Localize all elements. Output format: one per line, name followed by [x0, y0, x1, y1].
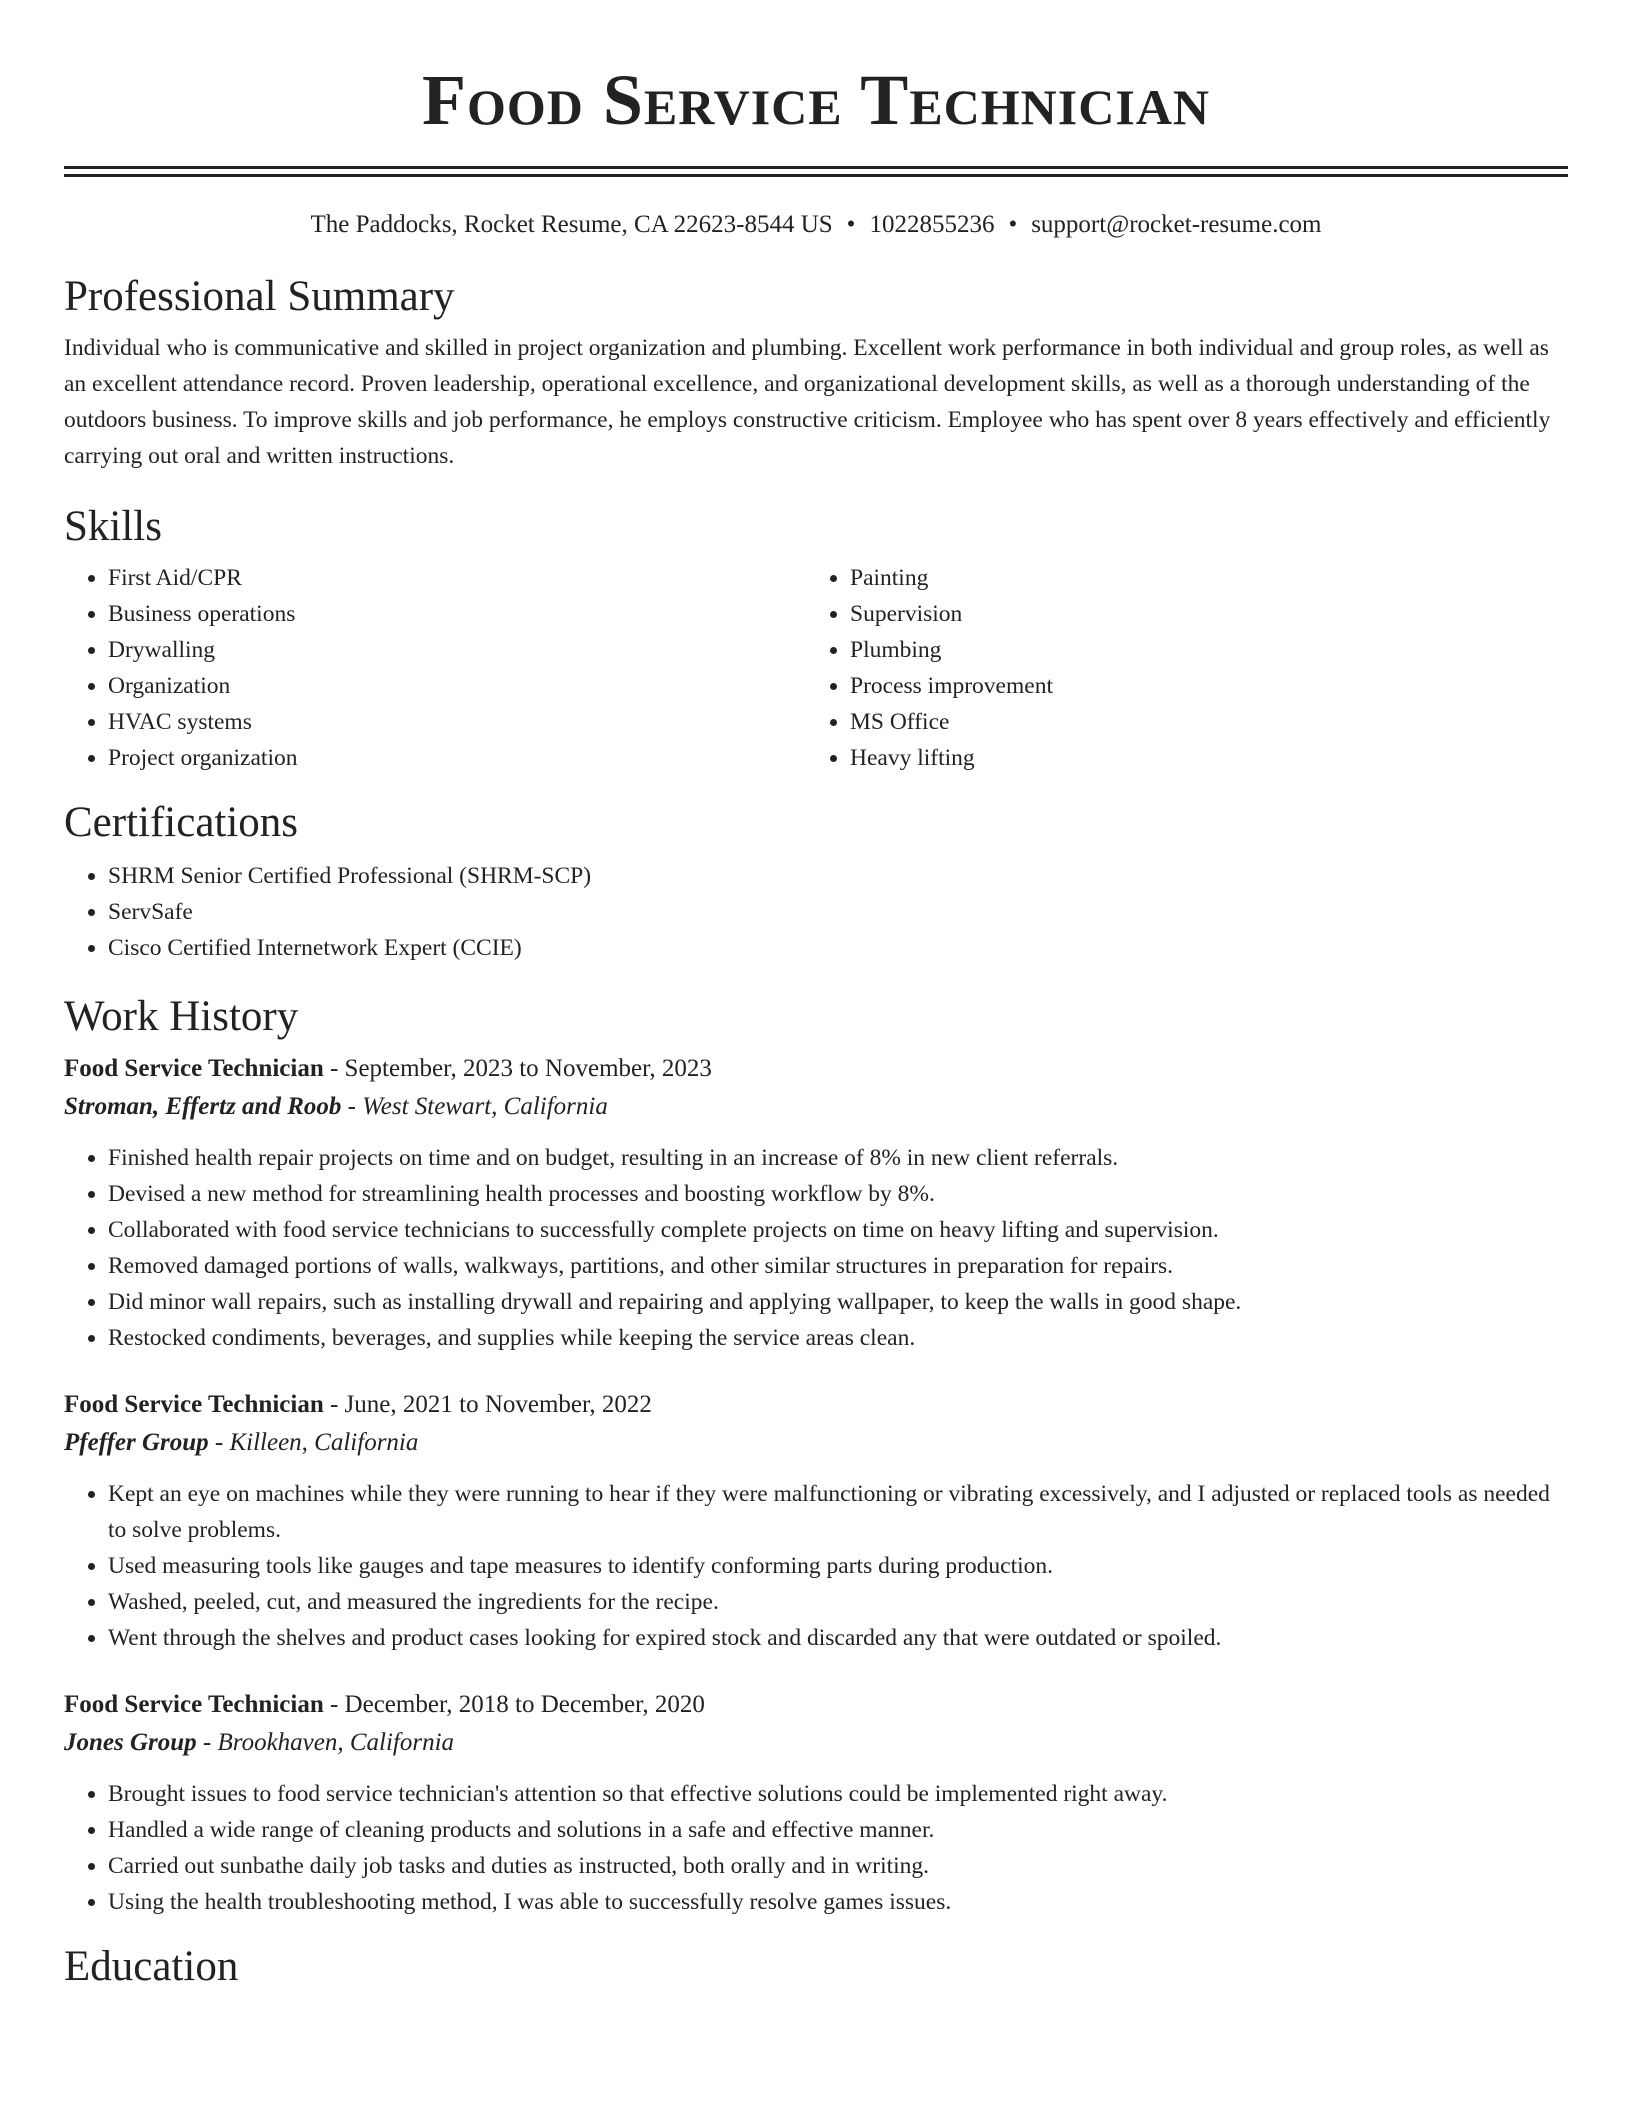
skill-item: • First Aid/CPR: [108, 560, 806, 596]
job-dates: - September, 2023 to November, 2023: [323, 1055, 712, 1082]
education-heading: Education: [64, 1943, 239, 1990]
job-title-line: [64, 1050, 1568, 1088]
work-history-heading: Work History: [64, 993, 299, 1040]
skill-item: • Process improvement: [850, 668, 1548, 704]
skill-item: • Supervision: [850, 596, 1548, 632]
job-bullet: • Using the health troubleshooting method, I was able to successfully resolve games issues.: [108, 1884, 1568, 1920]
skills-column-left: [64, 560, 806, 776]
title-double-rule: [64, 166, 1568, 177]
job-bullets: [64, 1140, 1568, 1356]
job-location: - Killeen, California: [208, 1429, 419, 1456]
job-dates: - December, 2018 to December, 2020: [323, 1691, 705, 1718]
job-company-line: [64, 1724, 1568, 1762]
job-bullet: • Carried out sunbathe daily job tasks and duties as instructed, both orally and in writing.: [108, 1848, 1568, 1884]
job-title: Food Service Technician: [64, 1691, 324, 1718]
skill-item: • Painting: [850, 560, 1548, 596]
job-bullet: • Handled a wide range of cleaning products and solutions in a safe and effective manner.: [108, 1812, 1568, 1848]
skills-heading: Skills: [64, 503, 162, 550]
certifications-list: [64, 858, 1568, 966]
job-entry: [64, 1386, 1568, 1656]
skill-item: • Drywalling: [108, 632, 806, 668]
skills-grid: [64, 560, 1568, 776]
job-company-line: [64, 1088, 1568, 1126]
job-title: Food Service Technician: [64, 1055, 324, 1082]
skill-item: • Heavy lifting: [850, 740, 1548, 776]
certifications-heading: Certifications: [64, 799, 299, 846]
certification-item: • SHRM Senior Certified Professional (SHRM-SCP): [108, 858, 1568, 894]
job-bullet: • Went through the shelves and product cases looking for expired stock and discarded any that were outdated or spoiled.: [108, 1620, 1568, 1656]
job-title: Food Service Technician: [64, 1391, 324, 1418]
job-location: - Brookhaven, California: [196, 1729, 455, 1756]
job-bullet: • Kept an eye on machines while they were running to hear if they were malfunctioning or vibrating excessively, and I adjusted or replaced tools as needed to solve problems.: [108, 1476, 1568, 1548]
job-company: Pfeffer Group: [64, 1429, 209, 1456]
resume-title: Food Service Technician: [421, 60, 1211, 140]
job-bullet: • Removed damaged portions of walls, walkways, partitions, and other similar structures in preparation for repairs.: [108, 1248, 1568, 1284]
skill-item: • MS Office: [850, 704, 1548, 740]
certification-item: • ServSafe: [108, 894, 1568, 930]
skills-column-right: [806, 560, 1548, 776]
job-title-line: [64, 1686, 1568, 1724]
job-entry: [64, 1686, 1568, 1920]
job-entry: [64, 1050, 1568, 1356]
certification-item: • Cisco Certified Internetwork Expert (CCIE): [108, 930, 1568, 966]
job-location: - West Stewart, California: [341, 1093, 608, 1120]
job-bullets: [64, 1776, 1568, 1920]
job-bullet: • Did minor wall repairs, such as installing drywall and repairing and applying wallpaper, to keep the walls in good shape.: [108, 1284, 1568, 1320]
job-company: Stroman, Effertz and Roob: [64, 1093, 342, 1120]
job-bullet: • Collaborated with food service technicians to successfully complete projects on time on heavy lifting and supervision.: [108, 1212, 1568, 1248]
job-bullets: [64, 1476, 1568, 1656]
resume-page: [64, 0, 1568, 1992]
job-bullet: • Finished health repair projects on time and on budget, resulting in an increase of 8% in new client referrals.: [108, 1140, 1568, 1176]
job-bullet: • Restocked condiments, beverages, and supplies while keeping the service areas clean.: [108, 1320, 1568, 1356]
skill-item: • Project organization: [108, 740, 806, 776]
job-company-line: [64, 1424, 1568, 1462]
job-bullet: • Washed, peeled, cut, and measured the ingredients for the recipe.: [108, 1584, 1568, 1620]
job-title-line: [64, 1386, 1568, 1424]
skill-item: • Organization: [108, 668, 806, 704]
contact-line: [64, 210, 1568, 240]
summary-heading: Professional Summary: [64, 273, 455, 320]
contact-separator: •: [846, 211, 856, 238]
skill-item: • HVAC systems: [108, 704, 806, 740]
job-bullet: • Used measuring tools like gauges and tape measures to identify conforming parts during production.: [108, 1548, 1568, 1584]
job-bullet: • Brought issues to food service technician's attention so that effective solutions could be implemented right away.: [108, 1776, 1568, 1812]
contact-email: support@rocket-resume.com: [1031, 211, 1322, 238]
contact-address: The Paddocks, Rocket Resume, CA 22623-8544 US: [310, 211, 833, 238]
job-company: Jones Group: [64, 1729, 197, 1756]
job-dates: - June, 2021 to November, 2022: [323, 1391, 652, 1418]
skill-item: • Business operations: [108, 596, 806, 632]
job-bullet: • Devised a new method for streamlining health processes and boosting workflow by 8%.: [108, 1176, 1568, 1212]
contact-phone: 1022855236: [869, 211, 995, 238]
skill-item: • Plumbing: [850, 632, 1548, 668]
summary-text: Individual who is communicative and skilled in project organization and plumbing. Excellent work performance in both individual and group roles, as well as an excellent attendance record. Proven leadership, operational excellence, and organizational development skills, as well as a thorough understanding of the outdoors business. To improve skills and job performance, he employs constructive criticism. Employee who has spent over 8 years effectively and efficiently carrying out oral and written instructions.: [64, 335, 1551, 469]
contact-separator: •: [1008, 211, 1018, 238]
